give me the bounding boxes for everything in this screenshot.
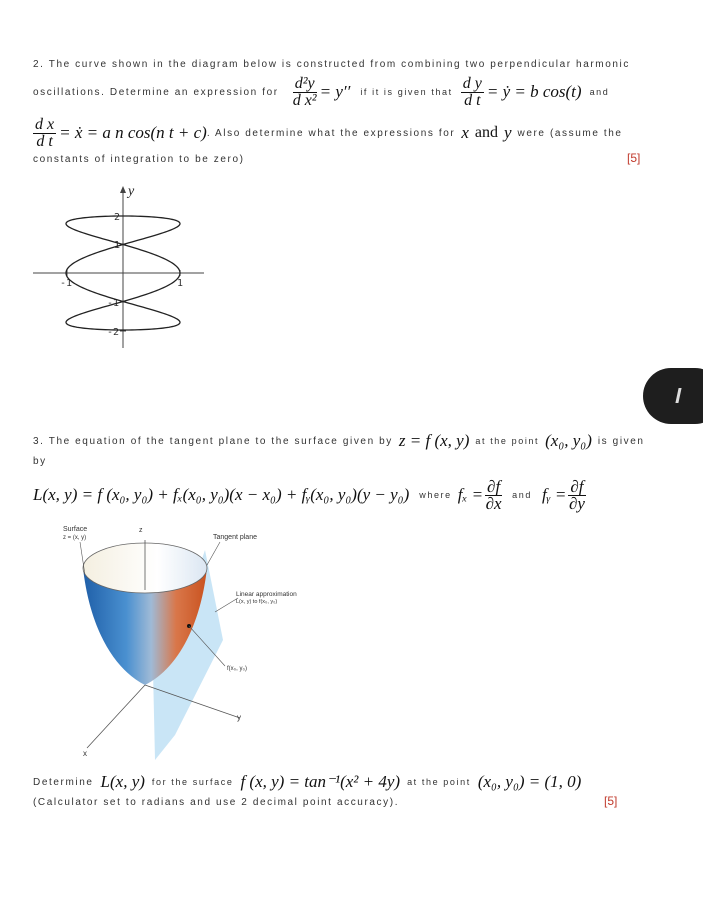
q3-and: and xyxy=(512,490,532,500)
y-axis-label: y xyxy=(128,184,135,199)
q3-at-point: at the point xyxy=(407,777,471,787)
q3-line1-text-b: at the point xyxy=(475,436,540,446)
x-axis-3d xyxy=(87,685,145,748)
q2-line4: constants of integration to be zero) xyxy=(33,154,245,165)
q3-line2: by xyxy=(33,456,47,467)
linear-leader xyxy=(215,598,238,612)
tangent-leader xyxy=(207,542,220,565)
q3-Lxy: L(x, y) xyxy=(100,772,145,791)
q3-line1-text-c: is given xyxy=(597,435,645,447)
tick-label-y-neg1: -1 xyxy=(107,298,120,309)
q2-eq-xdot: = ẋ = a n cos(n t + c) xyxy=(59,123,207,142)
q2-var-x: x xyxy=(461,123,469,142)
q2-frac-dy-den: d t xyxy=(464,91,481,109)
q3-frac-fx-num: ∂f xyxy=(487,476,501,496)
q3-determine-row xyxy=(33,770,581,794)
q3-point: (x₀, y₀) xyxy=(545,431,592,450)
tick-label-y-neg2: -2 xyxy=(107,327,120,338)
q2-line2-text-b: if it is given that xyxy=(360,87,453,97)
q3-line1-text-a: 3. The equation of the tangent plane to the surface given by xyxy=(33,435,393,447)
q2-eq-ydot: = ẏ = b cos(t) xyxy=(486,82,582,101)
y-axis-arrow xyxy=(120,186,126,193)
q3-frac-fy xyxy=(568,476,585,513)
q2-and: and xyxy=(589,87,610,97)
q2-line2 xyxy=(33,72,609,112)
q3-eq-z: z = f (x, y) xyxy=(398,431,470,450)
q3-point-value: (x₀, y₀) = (1, 0) xyxy=(477,772,582,791)
q3-frac-fy-num: ∂f xyxy=(570,476,584,496)
q3-L-equation-row xyxy=(33,476,586,514)
q3-frac-fy-den: ∂y xyxy=(568,493,585,513)
q3-fx-lhs: fₓ = xyxy=(457,485,484,504)
tangent-plane-label: Tangent plane xyxy=(213,534,257,541)
q3-f-definition: f (x, y) = tan⁻¹(x² + 4y) xyxy=(240,772,401,791)
q2-var-y: y xyxy=(503,123,512,142)
tick-label-x-1: 1 xyxy=(177,278,184,289)
q2-line1: 2. The curve shown in the diagram below is constructed from combining two perpendicular harmonic xyxy=(33,59,630,70)
q2-frac-dy-dt xyxy=(461,76,484,109)
q2-frac-dx-den: d t xyxy=(36,132,53,150)
q2-frac-d2y-num: d²y xyxy=(294,74,315,92)
q3-for-surface: for the surface xyxy=(151,777,234,787)
q3-last-line: (Calculator set to radians and use 2 decimal point accuracy). xyxy=(33,797,400,808)
linear-approx-sub: L(x, y) to f(x₀, y₀) xyxy=(236,599,278,605)
surface-label: Surface xyxy=(63,526,88,533)
tick-label-y-1: 1 xyxy=(114,240,121,251)
side-scroll-tab[interactable] xyxy=(643,368,703,424)
surface-eq-label: z = (x, y) xyxy=(63,535,87,541)
q2-frac-d2y-den: d x² xyxy=(292,91,317,109)
q3-fy-lhs: fᵧ = xyxy=(542,485,567,504)
tab-handle-icon xyxy=(675,388,681,403)
point-label: f(x₀, y₀) xyxy=(227,666,247,672)
q3-line1 xyxy=(33,428,645,454)
q2-line2-text-a: oscillations. Determine an expression for xyxy=(33,86,279,98)
q3-marks: [5] xyxy=(604,794,618,808)
q3-where: where xyxy=(419,490,452,500)
q2-frac-dx-dt xyxy=(33,117,56,150)
tick-label-y-2: 2 xyxy=(114,212,121,223)
q2-line3 xyxy=(33,113,623,153)
q2-frac-dx-num: d x xyxy=(35,115,55,133)
q2-frac-d2y-dx2 xyxy=(293,76,317,109)
q2-frac-dy-num: d y xyxy=(462,74,482,92)
axis-z-label: z xyxy=(139,527,143,534)
axis-y-label: y xyxy=(237,713,241,722)
q3-frac-fx xyxy=(485,476,502,513)
q3-determine: Determine xyxy=(33,776,94,788)
q2-line3-text-b: were (assume the xyxy=(517,127,623,139)
q2-line3-text-a: . Also determine what the expressions for xyxy=(206,127,456,139)
q2-and-word: and xyxy=(474,124,498,141)
q3-L-equation: L(x, y) = f (x₀, y₀) + fₓ(x₀, y₀)(x − x₀) + fᵧ(x₀, y₀)(y − y₀) xyxy=(33,485,410,504)
lissajous-graph xyxy=(28,182,213,352)
surface-leader xyxy=(80,542,85,575)
q2-marks: [5] xyxy=(627,151,641,165)
tick-label-x-neg1: -1 xyxy=(60,278,73,289)
axis-x-label: x xyxy=(83,749,87,758)
tangent-plane-figure xyxy=(55,520,315,765)
q3-frac-fx-den: ∂x xyxy=(485,493,502,513)
q2-eq-yprime: = y′′ xyxy=(319,82,351,101)
linear-approx-label: Linear approximation xyxy=(236,591,297,598)
